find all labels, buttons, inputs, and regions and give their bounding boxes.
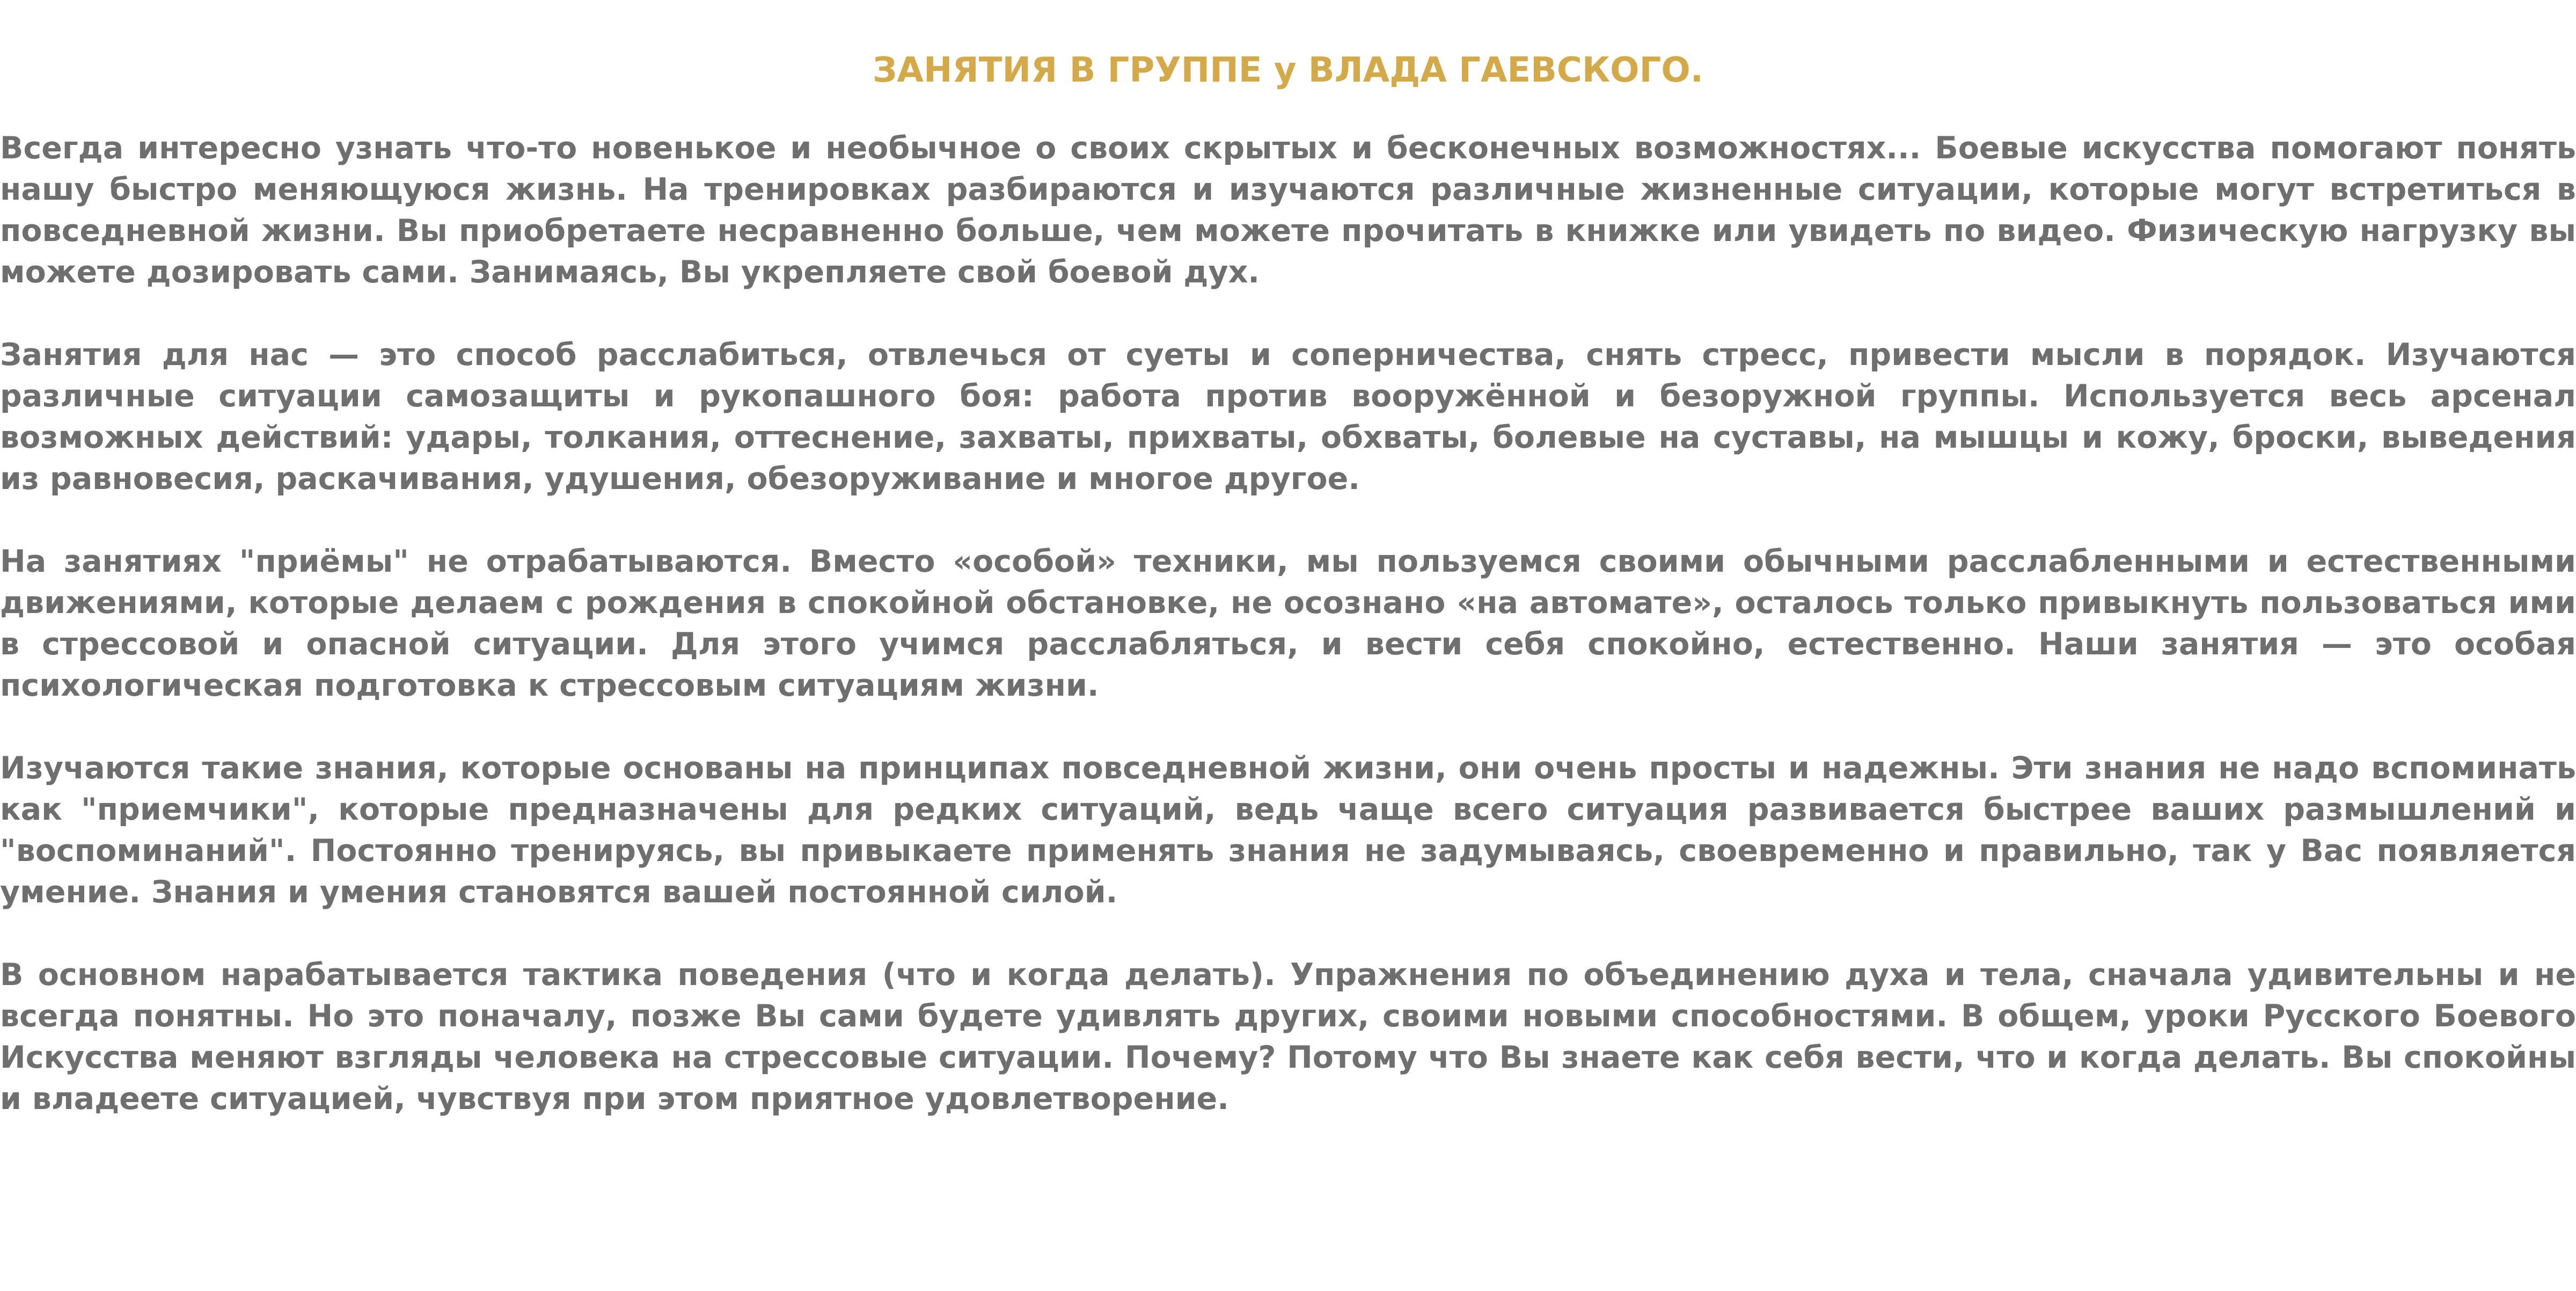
paragraph-intro: Всегда интересно узнать что-то новенькое и необычное о своих скрытых и бесконечных возможностях... Боевые искусства помогают понять нашу быстро меняющуюся жизнь. На тренировках разбираются и изучаются различные жизненные ситуации, которые могут встретиться в повседневной жизни. Вы приобретаете несравненно больше, чем можете прочитать в книжке или увидеть по видео. Физическую нагрузку вы можете дозировать сами. Занимаясь, Вы укрепляете свой боевой дух. xyxy=(0,130,2576,290)
article-body xyxy=(0,128,2576,1120)
paragraph-natural-movements: На занятиях "приёмы" не отрабатываются. Вместо «особой» техники, мы пользуемся своими обычными расслабленными и естественными движениями, которые делаем с рождения в спокойной обстановке, не осознано «на автомате», осталось только привыкнуть пользоваться ими в стрессовой и опасной ситуации. Для этого учимся расслабляться, и вести себя спокойно, естественно. Наши занятия — это особая психологическая подготовка к стрессовым ситуациям жизни. xyxy=(0,544,2576,703)
paragraph-everyday-knowledge: Изучаются такие знания, которые основаны на принципах повседневной жизни, они очень просты и надежны. Эти знания не надо вспоминать как "приемчики", которые предназначены для редких ситуаций, ведь чаще всего ситуация развивается быстрее ваших размышлений и "воспоминаний". Постоянно тренируясь, вы привыкаете применять знания не задумываясь, своевременно и правильно, так у Вас появляется умение. Знания и умения становятся вашей постоянной силой. xyxy=(0,750,2576,910)
paragraph-tactics: В основном нарабатывается тактика поведения (что и когда делать). Упражнения по объединению духа и тела, сначала удивительны и не всегда понятны. Но это поначалу, позже Вы сами будете удивлять других, своими новыми способностями. В общем, уроки Русского Боевого Искусства меняют взгляды человека на стрессовые ситуации. Почему? Потому что Вы знаете как себя вести, что и когда делать. Вы спокойны и владеете ситуацией, чувствуя при этом приятное удовлетворение. xyxy=(0,957,2576,1117)
page-title: ЗАНЯТИЯ В ГРУППЕ у ВЛАДА ГАЕВСКОГО. xyxy=(872,50,1704,90)
paragraph-self-defense: Занятия для нас — это способ расслабиться, отвлечься от суеты и соперничества, снять стресс, привести мысли в порядок. Изучаются различные ситуации самозащиты и рукопашного боя: работа против вооружённой и безоружной группы. Используется весь арсенал возможных действий: удары, толкания, оттеснение, захваты, прихваты, обхваты, болевые на суставы, на мышцы и кожу, броски, выведения из равновесия, раскачивания, удушения, обезоруживание и многое другое. xyxy=(0,337,2576,497)
